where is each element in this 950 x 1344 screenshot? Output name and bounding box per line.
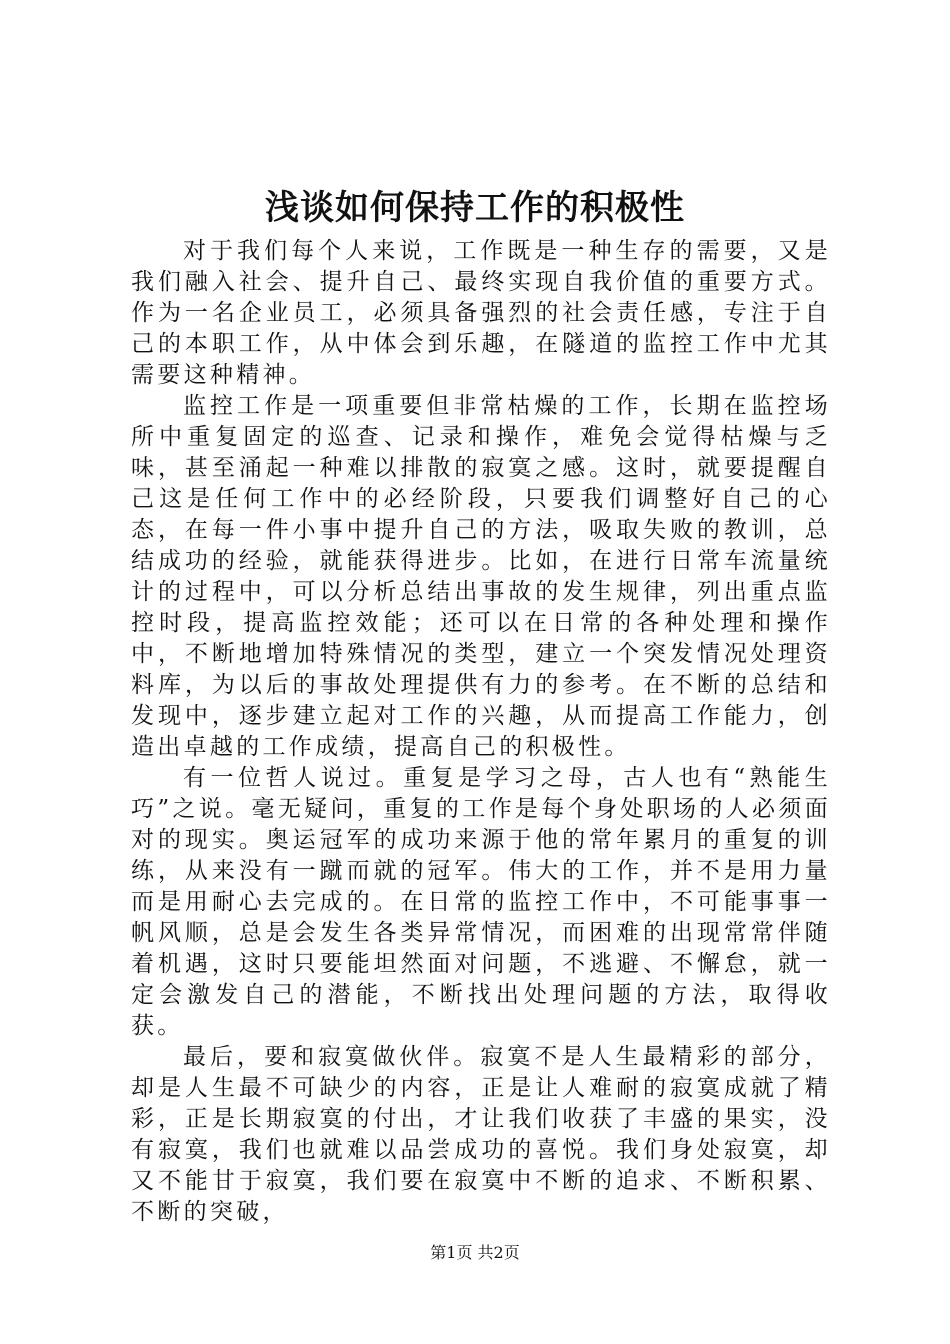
paragraph-1: 对于我们每个人来说，工作既是一种生存的需要，又是我们融入社会、提升自己、最终实现自我价值的重要方式。作为一名企业员工，必须具备强烈的社会责任感，专注于自己的本职工作，从中体会到乐趣，在隧道的监控工作中尤其需要这种精神。 — [131, 238, 831, 388]
document-title: 浅谈如何保持工作的积极性 — [265, 188, 685, 228]
paragraph-4: 最后，要和寂寞做伙伴。寂寞不是人生最精彩的部分，却是人生最不可缺少的内容，正是让人难耐的寂寞成就了精彩，正是长期寂寞的付出，才让我们收获了丰盛的果实，没有寂寞，我们也就难以品尝成功的喜悦。我们身处寂寞，却又不能甘于寂寞，我们要在寂寞中不断的追求、不断积累、不断的突破， — [131, 1044, 831, 1225]
page-footer: 第1页 共2页 — [430, 1243, 520, 1262]
paragraph-2: 监控工作是一项重要但非常枯燥的工作，长期在监控场所中重复固定的巡查、记录和操作，难免会觉得枯燥与乏味，甚至涌起一种难以排散的寂寞之感。这时，就要提醒自己这是任何工作中的必经阶段，只要我们调整好自己的心态，在每一件小事中提升自己的方法，吸取失败的教训，总结成功的经验，就能获得进步。比如，在进行日常车流量统计的过程中，可以分析总结出事故的发生规律，列出重点监控时段，提高监控效能；还可以在日常的各种处理和操作中，不断地增加特殊情况的类型，建立一个突发情况处理资料库，为以后的事故处理提供有力的参考。在不断的总结和发现中，逐步建立起对工作的兴趣，从而提高工作能力，创造出卓越的工作成绩，提高自己的积极性。 — [131, 393, 831, 760]
paragraph-3: 有一位哲人说过。重复是学习之母，古人也有“熟能生巧”之说。毫无疑问，重复的工作是每个身处职场的人必须面对的现实。奥运冠军的成功来源于他的常年累月的重复的训练，从来没有一蹴而就的冠军。伟大的工作，并不是用力量而是用耐心去完成的。在日常的监控工作中，不可能事事一帆风顺，总是会发生各类异常情况，而困难的出现常常伴随着机遇，这时只要能坦然面对问题，不逃避、不懈怠，就一定会激发自己的潜能，不断找出处理问题的方法，取得收获。 — [131, 765, 831, 1039]
document-body — [131, 236, 831, 1228]
